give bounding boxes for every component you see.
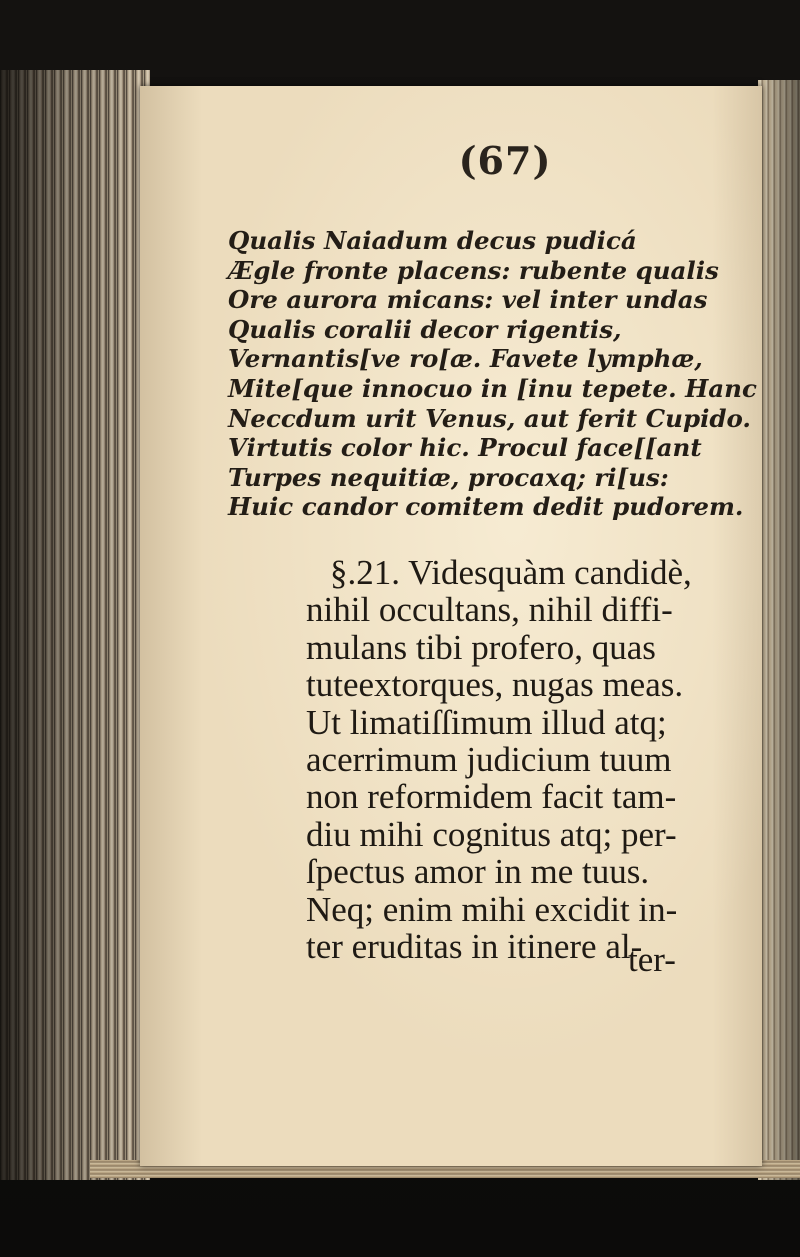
prose-block bbox=[306, 554, 746, 965]
prose-line: diu mihi cognitus atq; per- bbox=[306, 814, 677, 854]
prose-line: Ut limatiſſimum illud atq; bbox=[306, 702, 667, 742]
prose-line: acerrimum judicium tuum bbox=[306, 740, 672, 780]
verse-line: Neccdum urit Venus, aut ferit Cupido. bbox=[228, 403, 751, 433]
prose-line: tuteextorques, nugas meas. bbox=[306, 665, 684, 705]
gutter-shadow bbox=[0, 70, 150, 1180]
verse-line: Ægle fronte placens: rubente qualis bbox=[228, 255, 719, 285]
book-page bbox=[140, 86, 762, 1166]
verse-line: Vernantis[ve ro[æ. Favete lymphæ, bbox=[228, 344, 703, 374]
verse-line: Virtutis color hic. Procul face[[ant bbox=[228, 433, 702, 463]
prose-line: ſpectus amor in me tuus. bbox=[306, 852, 650, 892]
prose-line: mulans tibi profero, quas bbox=[306, 627, 656, 667]
catchword: ter- bbox=[628, 940, 676, 979]
verse-line: Turpes nequitiæ, procaxq; ri[us: bbox=[228, 462, 669, 492]
prose-line: non reformidem facit tam- bbox=[306, 777, 677, 817]
prose-line: Neq; enim mihi excidit in- bbox=[306, 889, 678, 929]
page-number: (67) bbox=[458, 138, 552, 183]
verse-line: Ore aurora micans: vel inter undas bbox=[228, 285, 708, 315]
verse-line: Qualis Naiadum decus pudicá bbox=[228, 226, 637, 255]
prose-line: nihil occultans, nihil diffi- bbox=[306, 590, 673, 630]
verse-line: Mite[que innocuo in [inu tepete. Hanc bbox=[228, 373, 757, 403]
verse-line: Huic candor comitem dedit pudorem. bbox=[228, 492, 744, 522]
prose-line: ter eruditas in itinere al- bbox=[306, 927, 643, 967]
prose-line: §.21. Videsquàm candidè, bbox=[330, 553, 692, 592]
verse-line: Qualis coralii decor rigentis, bbox=[228, 314, 622, 344]
page-edges-shadow bbox=[758, 80, 800, 1180]
verse-block bbox=[228, 226, 757, 522]
